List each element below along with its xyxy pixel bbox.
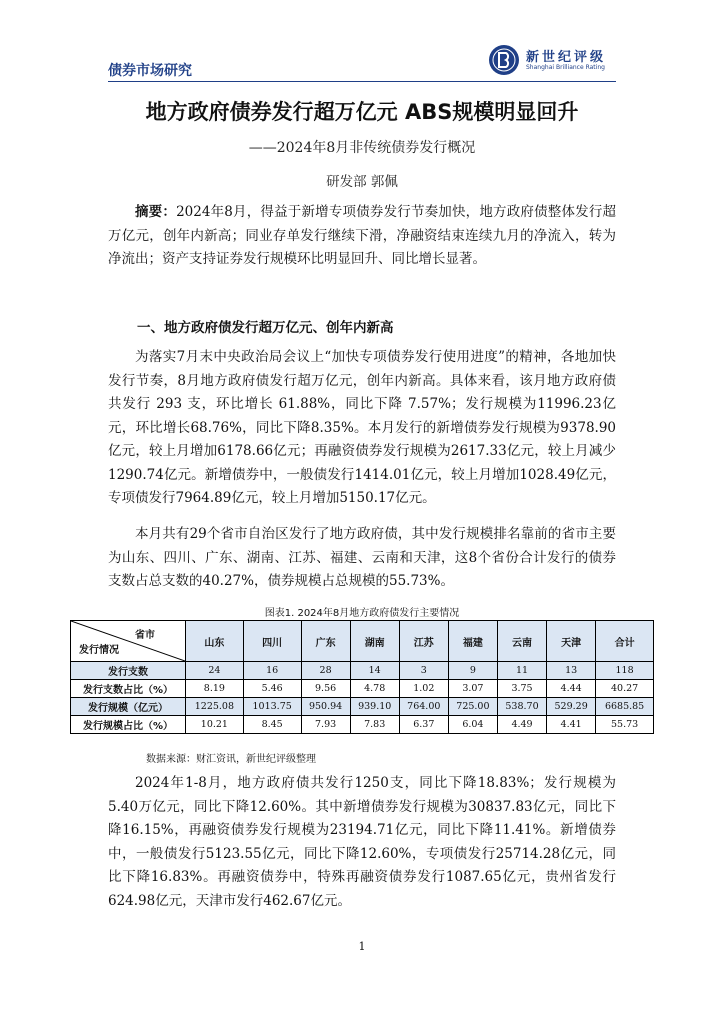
table-cell: 3.07	[448, 680, 497, 698]
column-header: 广东	[301, 621, 350, 662]
table-cell: 4.41	[547, 716, 596, 734]
row-header: 发行支数占比（%）	[71, 680, 186, 698]
table-cell: 3	[399, 662, 448, 680]
column-header: 湖南	[350, 621, 399, 662]
table-cell: 24	[186, 662, 244, 680]
column-header: 山东	[186, 621, 244, 662]
table-cell: 55.73	[596, 716, 654, 734]
table-cell: 3.75	[497, 680, 546, 698]
column-header: 福建	[448, 621, 497, 662]
logo-english-name: Shanghai Brilliance Rating	[526, 64, 605, 71]
table-cell: 6.37	[399, 716, 448, 734]
logo-emblem-icon	[488, 44, 520, 76]
table-cell: 725.00	[448, 698, 497, 716]
corner-label-issuance: 发行情况	[79, 645, 119, 656]
table-cell: 1.02	[399, 680, 448, 698]
row-header: 发行规模（亿元）	[71, 698, 186, 716]
table-cell: 939.10	[350, 698, 399, 716]
table-cell: 10.21	[186, 716, 244, 734]
row-header: 发行支数	[71, 662, 186, 680]
table-cell: 16	[243, 662, 301, 680]
table-caption: 图表1. 2024年8月地方政府债发行主要情况	[264, 608, 460, 619]
table-cell: 28	[301, 662, 350, 680]
table-cell: 529.29	[547, 698, 596, 716]
column-header: 云南	[497, 621, 546, 662]
table-cell: 538.70	[497, 698, 546, 716]
column-header: 天津	[547, 621, 596, 662]
abstract-paragraph	[108, 201, 616, 272]
document-title: 地方政府债券发行超万亿元 ABS规模明显回升	[145, 100, 579, 124]
logo-chinese-name: 新世纪评级	[526, 50, 607, 65]
table-cell: 7.83	[350, 716, 399, 734]
table-row	[71, 716, 654, 734]
column-header: 四川	[243, 621, 301, 662]
header-rule	[108, 81, 616, 82]
table-cell: 9	[448, 662, 497, 680]
table-cell: 5.46	[243, 680, 301, 698]
body-paragraph-3: 2024年1-8月，地方政府债共发行1250支，同比下降18.83%；发行规模为5.40万亿元，同比下降12.60%。其中新增债券发行规模为30837.83亿元，同比下降16.15%，再融资债券发行规模为23194.71亿元，同比下降11.41%。新增债券中，一般债发行5123.55亿元，同比下降12.60%，专项债发行25714.28亿元，同比下降16.83%。再融资债券中，特殊再融资债券发行1087.65亿元，贵州省发行624.98亿元，天津市发行462.67亿元。	[108, 775, 616, 909]
table-cell: 4.78	[350, 680, 399, 698]
table-corner-cell	[71, 621, 186, 662]
table-cell: 8.45	[243, 716, 301, 734]
table-cell: 8.19	[186, 680, 244, 698]
table-row	[71, 680, 654, 698]
table-header-row	[71, 621, 654, 662]
table-cell: 4.44	[547, 680, 596, 698]
abstract-text: 2024年8月，得益于新增专项债券发行节奏加快，地方政府债整体发行超万亿元，创年内新高；同业存单发行继续下滑，净融资结束连续九月的净流入，转为净流出；资产支持证券发行规模环比明显回升、同比增长显著。	[108, 204, 617, 267]
table-cell: 9.56	[301, 680, 350, 698]
table-cell: 7.93	[301, 716, 350, 734]
table-cell: 6685.85	[596, 698, 654, 716]
table-cell: 1013.75	[243, 698, 301, 716]
table-cell: 950.94	[301, 698, 350, 716]
table-cell: 40.27	[596, 680, 654, 698]
table-cell: 11	[497, 662, 546, 680]
table-cell: 118	[596, 662, 654, 680]
table-source-note: 数据来源：财汇资讯，新世纪评级整理	[146, 754, 316, 765]
table-cell: 14	[350, 662, 399, 680]
column-header: 江苏	[399, 621, 448, 662]
issuance-table	[70, 620, 654, 734]
body-paragraph-2: 本月共有29个省市自治区发行了地方政府债，其中发行规模排名靠前的省市主要为山东、四川、广东、湖南、江苏、福建、云南和天津，这8个省份合计发行的债券支数占总支数的40.27%，债券规模占总规模的55.73%。	[108, 526, 616, 589]
table-cell: 13	[547, 662, 596, 680]
column-header: 合计	[596, 621, 654, 662]
table-cell: 764.00	[399, 698, 448, 716]
author-line: 研发部 郭佩	[326, 174, 398, 190]
row-header: 发行规模占比（%）	[71, 716, 186, 734]
table-cell: 1225.08	[186, 698, 244, 716]
body-paragraph-1: 为落实7月末中央政治局会议上“加快专项债券发行使用进度”的精神，各地加快发行节奏，8月地方政府债发行超万亿元，创年内新高。具体来看，该月地方政府债共发行 293 支，环比增长 61.88%，同比下降 7.57%；发行规模为11996.23亿元，环比增长68.76%，同比下降8.35%。本月发行的新增债券发行规模为9378.90亿元，较上月增加6178.66亿元；再融资债券发行规模为2617.33亿元，较上月减少1290.74亿元。新增债券中，一般债发行1414.01亿元，较上月增加1028.49亿元，专项债发行7964.89亿元，较上月增加5150.17亿元。	[108, 349, 616, 506]
document-subtitle: ——2024年8月非传统债券发行概况	[248, 140, 476, 156]
section-heading-1: 一、地方政府债发行超万亿元、创年内新高	[137, 320, 394, 336]
abstract-label: 摘要：	[135, 204, 177, 220]
table-cell: 6.04	[448, 716, 497, 734]
table-row	[71, 698, 654, 716]
table-row	[71, 662, 654, 680]
header-section-label: 债券市场研究	[108, 63, 192, 79]
table-cell: 4.49	[497, 716, 546, 734]
company-logo	[488, 44, 608, 78]
corner-label-province: 省市	[135, 630, 155, 641]
page-number: 1	[358, 940, 366, 953]
